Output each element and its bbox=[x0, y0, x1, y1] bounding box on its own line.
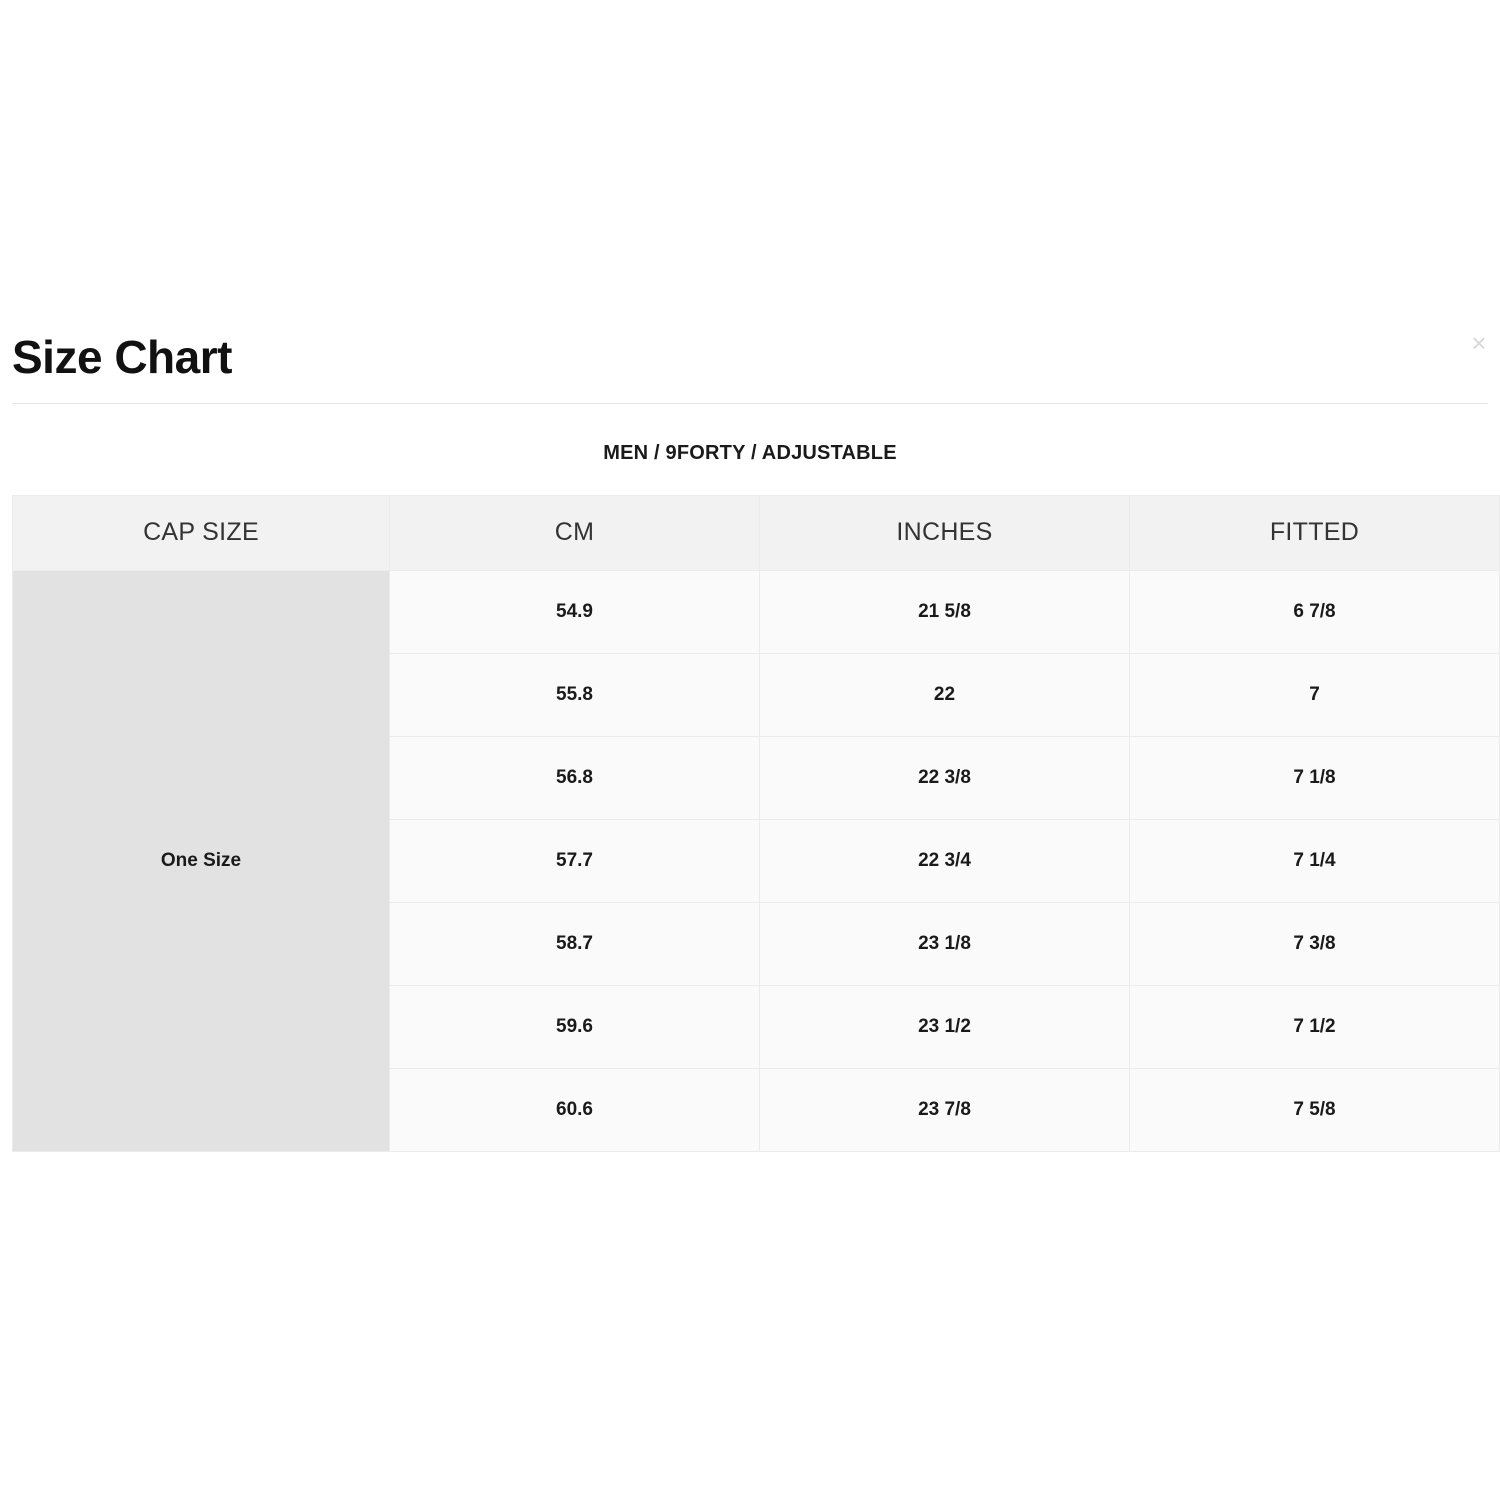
cell-fitted: 7 1/2 bbox=[1130, 985, 1500, 1068]
table-header-row bbox=[13, 495, 1500, 570]
cell-cm: 56.8 bbox=[390, 736, 760, 819]
close-icon[interactable]: × bbox=[1471, 328, 1487, 358]
cell-inches: 22 3/8 bbox=[760, 736, 1130, 819]
column-header-fitted: FITTED bbox=[1130, 495, 1500, 570]
cell-fitted: 6 7/8 bbox=[1130, 570, 1500, 653]
cell-fitted: 7 bbox=[1130, 653, 1500, 736]
cell-fitted: 7 3/8 bbox=[1130, 902, 1500, 985]
cell-cm: 59.6 bbox=[390, 985, 760, 1068]
cell-inches: 22 3/4 bbox=[760, 819, 1130, 902]
table-row bbox=[13, 570, 1500, 653]
page-title: Size Chart bbox=[12, 331, 232, 383]
size-table-head bbox=[13, 495, 1500, 570]
cell-fitted: 7 1/8 bbox=[1130, 736, 1500, 819]
cell-cm: 57.7 bbox=[390, 819, 760, 902]
cell-fitted: 7 1/4 bbox=[1130, 819, 1500, 902]
cell-inches: 22 bbox=[760, 653, 1130, 736]
size-table-container bbox=[0, 495, 1500, 1152]
cell-cm: 55.8 bbox=[390, 653, 760, 736]
cell-fitted: 7 5/8 bbox=[1130, 1068, 1500, 1151]
cell-inches: 23 1/2 bbox=[760, 985, 1130, 1068]
cell-cm: 58.7 bbox=[390, 902, 760, 985]
size-chart-modal bbox=[0, 318, 1500, 1152]
column-header-cap-size: CAP SIZE bbox=[13, 495, 390, 570]
column-header-inches: INCHES bbox=[760, 495, 1130, 570]
modal-header bbox=[0, 318, 1500, 403]
cell-cm: 60.6 bbox=[390, 1068, 760, 1151]
cell-inches: 23 7/8 bbox=[760, 1068, 1130, 1151]
size-table bbox=[12, 495, 1500, 1152]
cell-inches: 23 1/8 bbox=[760, 902, 1130, 985]
cap-size-value: One Size bbox=[13, 570, 390, 1151]
column-header-cm: CM bbox=[390, 495, 760, 570]
size-table-body bbox=[13, 570, 1500, 1151]
size-chart-subtitle: MEN / 9FORTY / ADJUSTABLE bbox=[603, 441, 897, 464]
cell-inches: 21 5/8 bbox=[760, 570, 1130, 653]
cell-cm: 54.9 bbox=[390, 570, 760, 653]
